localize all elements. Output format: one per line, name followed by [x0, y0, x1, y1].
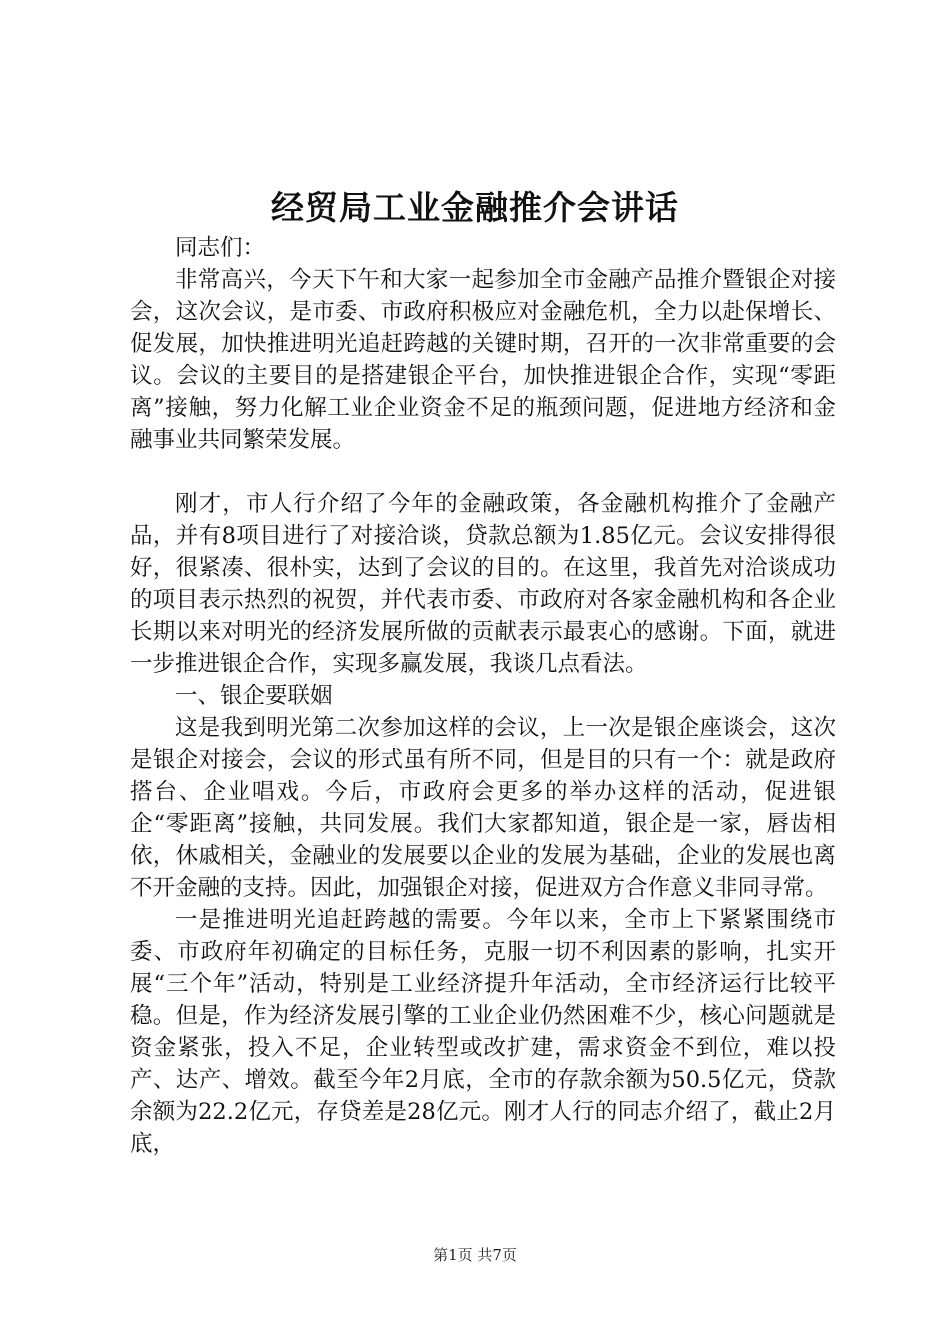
document-body [130, 232, 836, 1160]
document-title: 经贸局工业金融推介会讲话 [271, 188, 679, 227]
salutation: 同志们： [175, 235, 266, 261]
paragraph-4: 一是推进明光追赶跨越的需要。今年以来，全市上下紧紧围绕市委、市政府年初确定的目标任务，克服一切不利因素的影响，扎实开展“三个年”活动，特别是工业经济提升年活动，全市经济运行比较平稳。但是，作为经济发展引擎的工业企业仍然困难不少，核心问题就是资金紧张，投入不足，企业转型或改扩建，需求资金不到位，难以投产、达产、增效。截至今年2月底，全市的存款余额为50.5亿元，贷款余额为22.2亿元，存贷差是28亿元。刚才人行的同志介绍了，截止2月底， [130, 907, 836, 1157]
paragraph-1: 非常高兴，今天下午和大家一起参加全市金融产品推介暨银企对接会，这次会议，是市委、市政府积极应对金融危机，全力以赴保增长、促发展，加快推进明光追赶跨越的关键时期，召开的一次非常重要的会议。会议的主要目的是搭建银企平台，加快推进银企合作，实现“零距离”接触，努力化解工业企业资金不足的瓶颈问题，促进地方经济和金融事业共同繁荣发展。 [130, 267, 836, 453]
paragraph-3: 这是我到明光第二次参加这样的会议，上一次是银企座谈会，这次是银企对接会，会议的形式虽有所不同，但是目的只有一个：就是政府搭台、企业唱戏。今后，市政府会更多的举办这样的活动，促进银企“零距离”接触，共同发展。我们大家都知道，银企是一家，唇齿相依，休戚相关，金融业的发展要以企业的发展为基础，企业的发展也离不开金融的支持。因此，加强银企对接，促进双方合作意义非同寻常。 [130, 715, 836, 901]
page-number-footer: 第1页 共7页 [433, 1246, 517, 1264]
section-heading-1: 一、银企要联姻 [175, 683, 333, 709]
paragraph-2: 刚才，市人行介绍了今年的金融政策，各金融机构推介了金融产品，并有8项目进行了对接洽谈，贷款总额为1.85亿元。会议安排得很好，很紧凑、很朴实，达到了会议的目的。在这里，我首先对洽谈成功的项目表示热烈的祝贺，并代表市委、市政府对各家金融机构和各企业长期以来对明光的经济发展所做的贡献表示最衷心的感谢。下面，就进一步推进银企合作，实现多赢发展，我谈几点看法。 [130, 491, 836, 677]
